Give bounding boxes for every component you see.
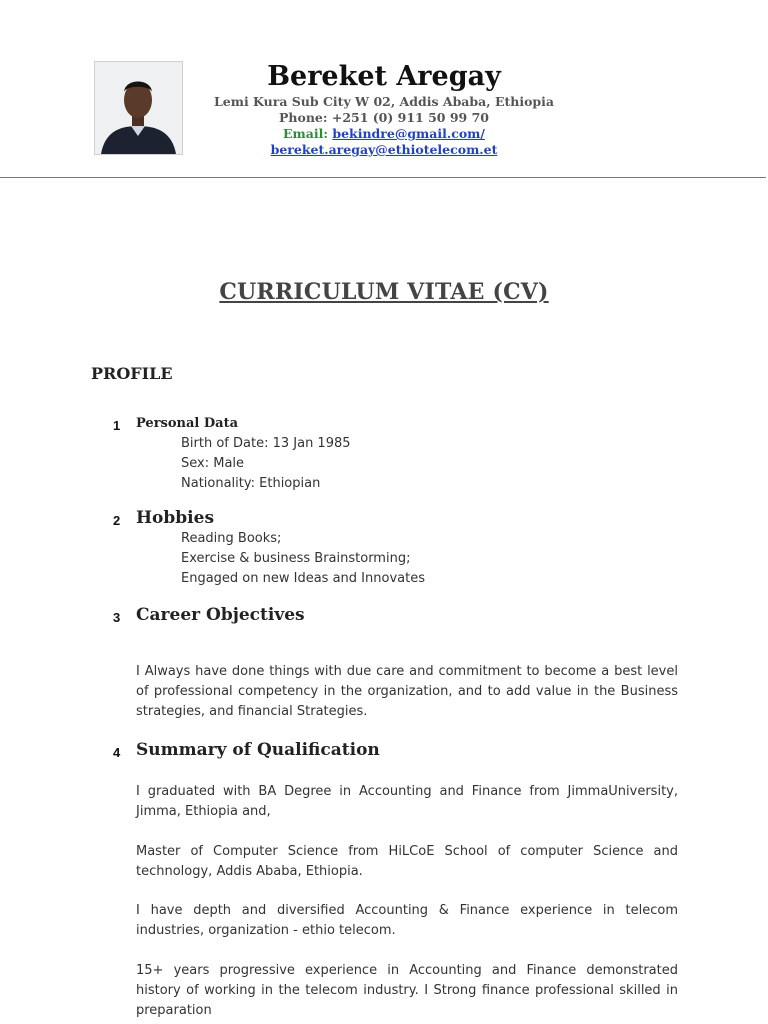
qualification-paragraph: I graduated with BA Degree in Accounting and Finance from JimmaUniversity, Jimma, Ethiopia and,: [136, 784, 678, 819]
profile-heading: PROFILE: [91, 364, 173, 383]
email-line: [190, 126, 578, 142]
section-heading-summary-of-qualification: Summary of Qualification: [136, 740, 380, 760]
section-number: 1: [113, 418, 121, 433]
hobby-item: Reading Books;: [181, 531, 282, 546]
career-objectives-paragraph: I Always have done things with due care and commitment to become a best level of professional competency in the organization, and to add value in the Business strategies, and financial Strategies.: [136, 664, 678, 719]
header-divider: [0, 177, 766, 178]
section-heading-career-objectives: Career Objectives: [136, 605, 305, 625]
address-line: Lemi Kura Sub City W 02, Addis Ababa, Ethiopia: [213, 94, 555, 109]
email-link-secondary[interactable]: bereket.aregay@ethiotelecom.et: [270, 142, 498, 157]
qualification-paragraph: I have depth and diversified Accounting & Finance experience in telecom industries, organization - ethio telecom.: [136, 903, 678, 938]
phone-line: Phone: +251 (0) 911 50 99 70: [279, 110, 489, 125]
hobby-item: Exercise & business Brainstorming;: [181, 551, 411, 566]
email-line-secondary: [190, 142, 578, 158]
cv-header: [190, 60, 578, 158]
section-heading-hobbies: Hobbies: [136, 508, 215, 528]
email-link-primary[interactable]: bekindre@gmail.com/: [332, 126, 485, 141]
email-label: Email:: [283, 126, 328, 141]
section-number: 4: [113, 745, 121, 760]
hobby-item: Engaged on new Ideas and Innovates: [181, 571, 425, 586]
section-heading-personal-data: Personal Data: [136, 416, 239, 431]
section-number: 3: [113, 610, 121, 625]
personal-data-sex: Sex: Male: [181, 456, 245, 471]
section-number: 2: [113, 513, 121, 528]
document-title: CURRICULUM VITAE (CV): [219, 279, 549, 305]
person-portrait-icon: [95, 62, 182, 154]
personal-data-nationality: Nationality: Ethiopian: [181, 476, 321, 491]
qualification-paragraph: Master of Computer Science from HiLCoE School of computer Science and technology, Addis Ababa, Ethiopia.: [136, 844, 678, 879]
profile-photo: [94, 61, 183, 155]
personal-data-birth: Birth of Date: 13 Jan 1985: [181, 436, 351, 451]
candidate-name: Bereket Aregay: [267, 61, 501, 92]
qualification-paragraph: 15+ years progressive experience in Accounting and Finance demonstrated history of working in the telecom industry. I Strong finance professional skilled in preparation: [136, 963, 678, 1018]
